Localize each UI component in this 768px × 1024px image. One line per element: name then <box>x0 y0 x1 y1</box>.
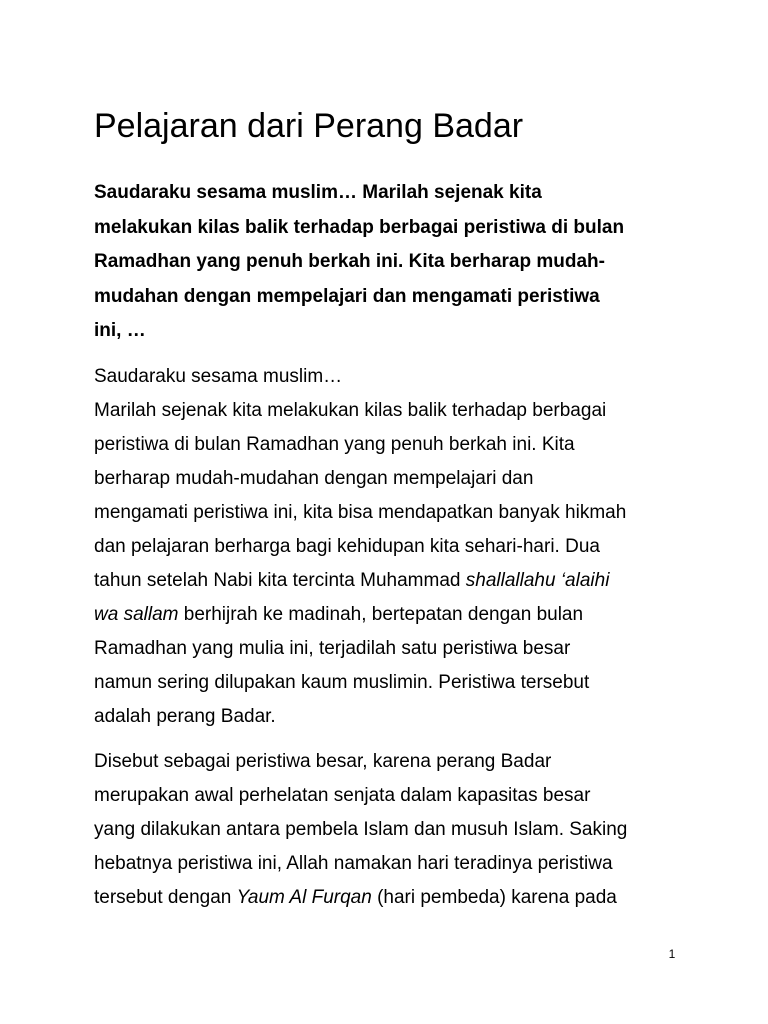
body-paragraph-1 <box>94 360 694 734</box>
text-line: berharap mudah-mudahan dengan mempelajari dan <box>94 468 534 489</box>
text-line: Ramadhan yang mulia ini, terjadilah satu peristiwa besar <box>94 638 571 659</box>
page-number: 1 <box>668 947 676 961</box>
text-line: Saudaraku sesama muslim… <box>94 366 343 387</box>
lead-line: mudahan dengan mempelajari dan mengamati peristiwa <box>94 285 600 307</box>
text-line: mengamati peristiwa ini, kita bisa mendapatkan banyak hikmah <box>94 502 627 523</box>
text-line: peristiwa di bulan Ramadhan yang penuh berkah ini. Kita <box>94 434 575 455</box>
text-line <box>94 564 694 598</box>
text-run: tersebut dengan <box>94 887 237 908</box>
text-line: yang dilakukan antara pembela Islam dan musuh Islam. Saking <box>94 819 628 840</box>
text-line: namun sering dilupakan kaum muslimin. Peristiwa tersebut <box>94 672 590 693</box>
text-line <box>94 881 694 915</box>
document-title: Pelajaran dari Perang Badar <box>94 107 524 145</box>
text-line: dan pelajaran berharga bagi kehidupan kita sehari-hari. Dua <box>94 536 600 557</box>
text-line: adalah perang Badar. <box>94 706 276 727</box>
text-line: Marilah sejenak kita melakukan kilas balik terhadap berbagai <box>94 400 607 421</box>
lead-paragraph <box>94 176 684 349</box>
text-line: merupakan awal perhelatan senjata dalam kapasitas besar <box>94 785 591 806</box>
text-run: berhijrah ke madinah, bertepatan dengan bulan <box>178 604 584 625</box>
text-run: tahun setelah Nabi kita tercinta Muhammad <box>94 570 466 591</box>
lead-line: ini, … <box>94 320 146 341</box>
text-line: Disebut sebagai peristiwa besar, karena perang Badar <box>94 751 552 772</box>
lead-line: Saudaraku sesama muslim… Marilah sejenak kita <box>94 182 542 203</box>
text-line <box>94 598 694 632</box>
text-run: (hari pembeda) karena pada <box>371 887 617 908</box>
text-line: hebatnya peristiwa ini, Allah namakan hari teradinya peristiwa <box>94 853 613 874</box>
italic-term: Yaum Al Furqan <box>236 887 372 908</box>
lead-line: melakukan kilas balik terhadap berbagai peristiwa di bulan <box>94 216 625 238</box>
italic-term: shallallahu ‘alaihi <box>465 570 610 591</box>
italic-term: wa sallam <box>94 604 179 625</box>
lead-line: Ramadhan yang penuh berkah ini. Kita berharap mudah- <box>94 251 605 272</box>
body-paragraph-2 <box>94 745 694 915</box>
